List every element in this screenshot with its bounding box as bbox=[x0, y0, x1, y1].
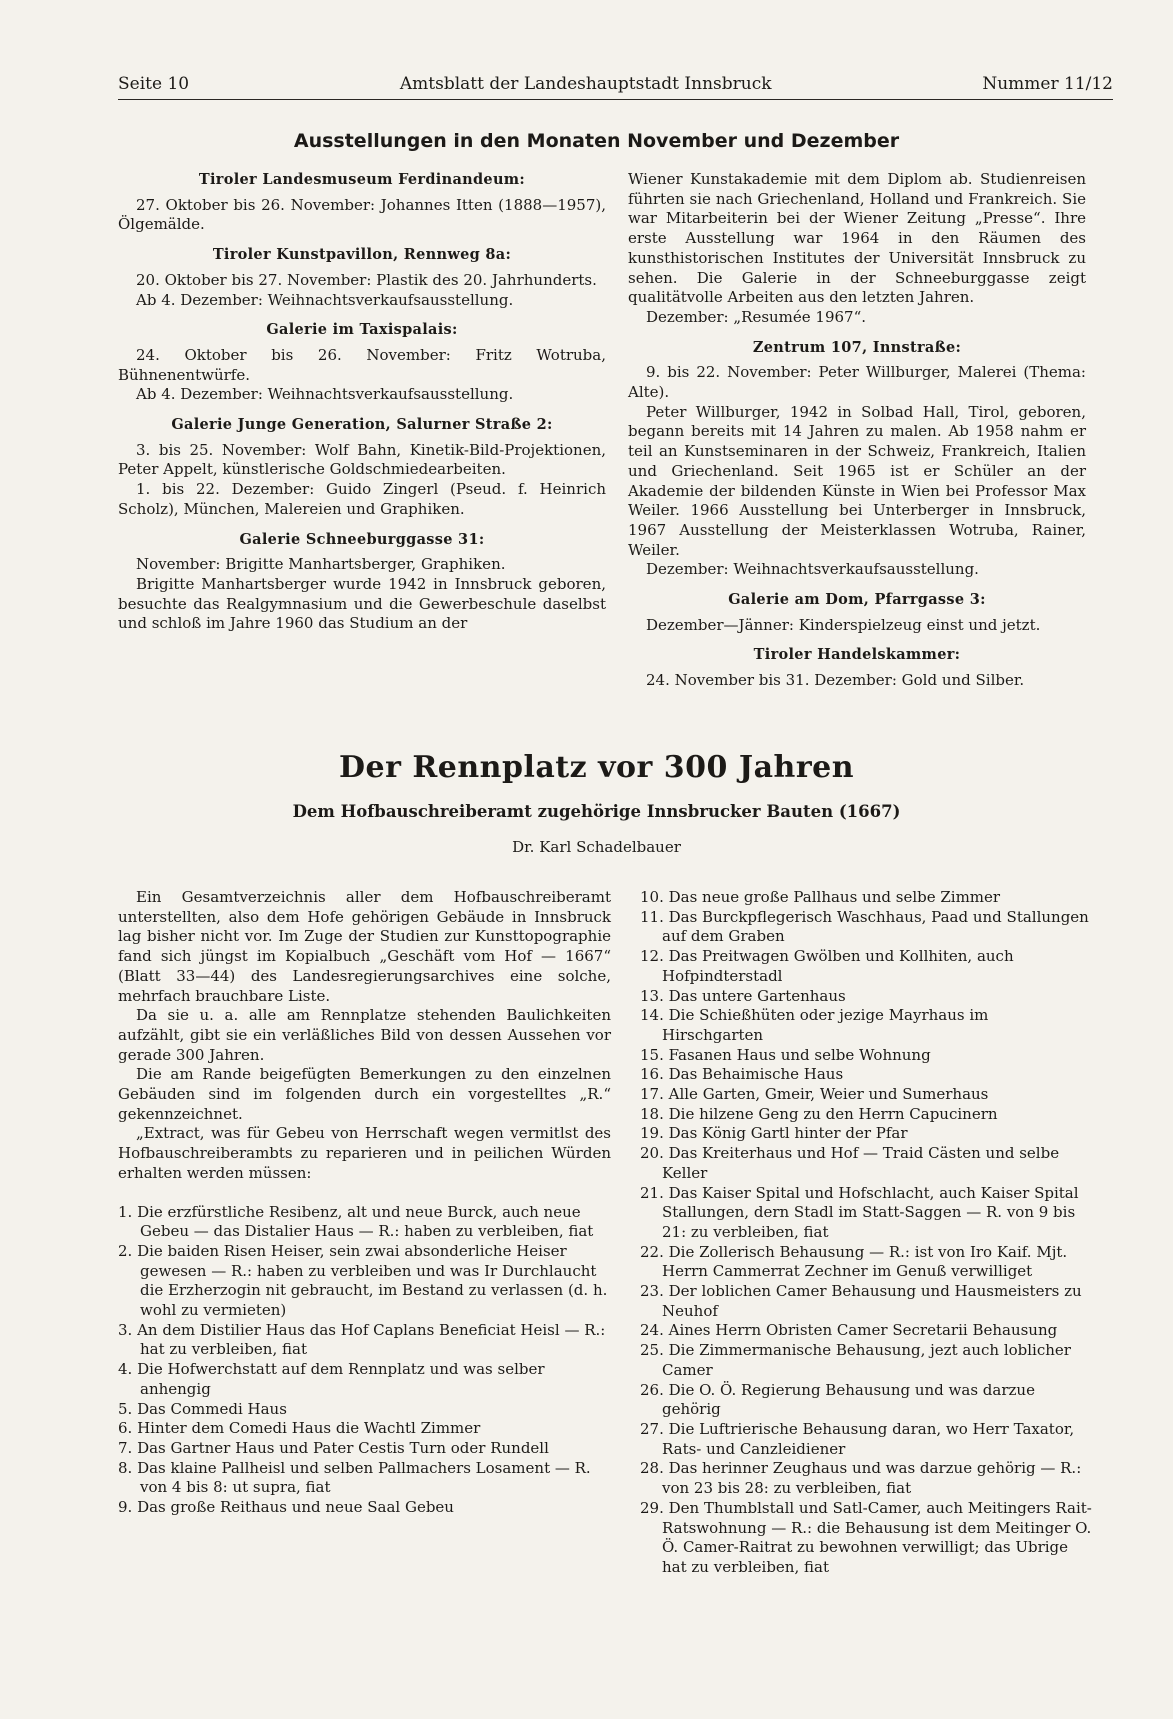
list-item: 25. Die Zimmermanische Behausung, jezt auch loblicher Camer bbox=[640, 1341, 1071, 1379]
venue-entry: Dezember: Weihnachtsverkaufsausstellung. bbox=[646, 560, 979, 579]
venue-heading: Tiroler Handelskammer: bbox=[753, 646, 961, 664]
list-item: 23. Der loblichen Camer Behausung und Hausmeisters zu Neuhof bbox=[640, 1282, 1082, 1320]
article-subtitle: Dem Hofbauschreiberamt zugehörige Innsbrucker Bauten (1667) bbox=[292, 802, 901, 821]
publication-title: Amtsblatt der Landeshauptstadt Innsbruck bbox=[399, 74, 772, 94]
page-number: Seite 10 bbox=[118, 74, 190, 94]
list-item: 1. Die erzfürstliche Resibenz, alt und neue Burck, auch neue Gebeu — das Distalier Haus — R.: haben zu verbleiben, fiat bbox=[118, 1202, 594, 1241]
list-item: 26. Die O. Ö. Regierung Behausung und was darzue gehörig bbox=[640, 1380, 1035, 1419]
list-item: 7. Das Gartner Haus und Pater Cestis Turn oder Rundell bbox=[118, 1438, 549, 1457]
venue-heading: Galerie im Taxispalais: bbox=[266, 321, 458, 339]
venue-entry: Ab 4. Dezember: Weihnachtsverkaufsausstellung. bbox=[136, 385, 514, 404]
venue-heading: Zentrum 107, Innstraße: bbox=[752, 338, 962, 356]
venue-entry: 27. Oktober bis 26. November: Johannes Itten (1888—1957), Ölgemälde. bbox=[118, 195, 606, 234]
article-title: Der Rennplatz vor 300 Jahren bbox=[338, 750, 855, 785]
list-item: 2. Die baiden Risen Heiser, sein zwai absonderliche Heiser gewesen — R.: haben zu verbleiben und was Ir Durchlaucht die Erzherzogin nit gebraucht, im Bestand zu verlassen (d. h. wohl zu vermieten) bbox=[118, 1241, 608, 1320]
exhibitions-title: Ausstellungen in den Monaten November und Dezember bbox=[293, 130, 900, 152]
venue-entry: November: Brigitte Manhartsberger, Graphiken. bbox=[136, 555, 506, 574]
list-item: 19. Das König Gartl hinter der Pfar bbox=[640, 1124, 908, 1143]
article-paragraph: Die am Rande beigefügten Bemerkungen zu den einzelnen Gebäuden sind im folgenden durch ein vorgestelltes „R.“ gekennzeichnet. bbox=[118, 1065, 611, 1123]
exhibitions-right-column bbox=[628, 170, 1086, 691]
venue-entry: 3. bis 25. November: Wolf Bahn, Kinetik-Bild-Projektionen, Peter Appelt, künstlerische Goldschmiedearbeiten. bbox=[118, 440, 606, 479]
list-item: 4. Die Hofwerchstatt auf dem Rennplatz und was selber anhengig bbox=[118, 1360, 545, 1398]
venue-heading: Galerie Schneeburggasse 31: bbox=[239, 530, 485, 548]
venue-heading: Galerie Junge Generation, Salurner Straße 2: bbox=[171, 416, 553, 434]
venue-entry: 1. bis 22. Dezember: Guido Zingerl (Pseud. f. Heinrich Scholz), München, Malereien und Graphiken. bbox=[118, 480, 606, 518]
article-paragraph: Ein Gesamtverzeichnis aller dem Hofbauschreiberamt unterstellten, also dem Hofe gehörigen Gebäude in Innsbruck lag bisher nicht vor. Im Zuge der Studien zur Kunsttopographie fand sich jüngst im Kopialbuch „Geschäft vom Hof — 1667“ (Blatt 33—44) des Landesregierungsarchives eine solche, mehrfach brauchbare Liste. bbox=[118, 888, 611, 1005]
venue-heading: Tiroler Landesmuseum Ferdinandeum: bbox=[198, 171, 526, 188]
article-right-column bbox=[640, 888, 1092, 1578]
list-item: 5. Das Commedi Haus bbox=[118, 1399, 287, 1418]
venue-entry: Peter Willburger, 1942 in Solbad Hall, Tirol, geboren, begann bereits mit 14 Jahren zu malen. Ab 1958 nahm er teil an Kunstseminaren in der Schweiz, Frankreich, Italien und Griechenland. Seit 1965 ist er Schüler an der Akademie der bildenden Künste in Wien bei Professor Max Weiler. 1966 Ausstellung bei Unterberger in Innsbruck, 1967 Ausstellung der Meisterklassen Wotruba, Rainer, Weiler. bbox=[628, 402, 1086, 559]
venue-entry: 20. Oktober bis 27. November: Plastik des 20. Jahrhunderts. bbox=[136, 270, 597, 289]
list-item: 18. Die hilzene Geng zu den Herrn Capucinern bbox=[640, 1104, 998, 1123]
venue-entry: 9. bis 22. November: Peter Willburger, Malerei (Thema: Alte). bbox=[628, 363, 1086, 402]
list-item: 9. Das große Reithaus und neue Saal Gebeu bbox=[118, 1498, 454, 1517]
venue-entry: 24. Oktober bis 26. November: Fritz Wotruba, Bühnenentwürfe. bbox=[118, 345, 606, 384]
list-item: 24. Aines Herrn Obristen Camer Secretarii Behausung bbox=[640, 1321, 1058, 1340]
list-item: 12. Das Preitwagen Gwölben und Kollhiten, auch Hofpindterstadl bbox=[640, 947, 1014, 985]
list-item: 11. Das Burckpflegerisch Waschhaus, Paad und Stallungen auf dem Graben bbox=[640, 907, 1089, 946]
venue-entry: Brigitte Manhartsberger wurde 1942 in Innsbruck geboren, besuchte das Realgymnasium und die Gewerbeschule daselbst und schloß im Jahre 1960 das Studium an der bbox=[118, 574, 606, 633]
article-paragraph: Da sie u. a. alle am Rennplatze stehenden Baulichkeiten aufzählt, gibt sie ein verläßliches Bild von dessen Aussehen vor gerade 300 Jahren. bbox=[118, 1006, 611, 1064]
building-list-right bbox=[640, 888, 1092, 1578]
list-item: 17. Alle Garten, Gmeir, Weier und Sumerhaus bbox=[640, 1085, 989, 1104]
venue-heading: Galerie am Dom, Pfarrgasse 3: bbox=[728, 591, 986, 609]
list-item: 28. Das herinner Zeughaus und was darzue gehörig — R.: von 23 bis 28: zu verbleiben, fiat bbox=[640, 1459, 1082, 1498]
continued-text: Wiener Kunstakademie mit dem Diplom ab. Studienreisen führten sie nach Griechenland, Holland und Frankreich. Sie war Mitarbeiterin bei der Wiener Zeitung „Presse“. Ihre erste Ausstellung war 1964 in den Räumen des kunsthistorischen Institutes der Universität Innsbruck zu sehen. Die Galerie in der Schneeburggasse zeigt qualitätvolle Arbeiten aus den letzten Jahren. bbox=[628, 170, 1086, 307]
issue-number: Nummer 11/12 bbox=[982, 74, 1113, 94]
list-item: 22. Die Zollerisch Behausung — R.: ist von Iro Kaif. Mjt. Herrn Cammerrat Zechner im Genuß verwilliget bbox=[640, 1242, 1068, 1281]
list-item: 16. Das Behaimische Haus bbox=[640, 1065, 844, 1084]
list-item: 29. Den Thumblstall und Satl-Camer, auch Meitingers Rait-Ratswohnung — R.: die Behausung ist dem Meitinger O. Ö. Camer-Raitrat zu bewohnen verwilligt; das Ubrige hat zu verbleiben, fiat bbox=[640, 1498, 1092, 1576]
article-author: Dr. Karl Schadelbauer bbox=[512, 838, 681, 856]
exhibitions-left-column bbox=[118, 170, 606, 634]
list-item: 10. Das neue große Pallhaus und selbe Zimmer bbox=[640, 888, 1001, 906]
list-item: 20. Das Kreiterhaus und Hof — Traid Cästen und selbe Keller bbox=[640, 1144, 1060, 1182]
venue-entry: 24. November bis 31. Dezember: Gold und Silber. bbox=[646, 671, 1025, 690]
venue-entry: Ab 4. Dezember: Weihnachtsverkaufsausstellung. bbox=[136, 290, 514, 309]
venue-entry: Dezember—Jänner: Kinderspielzeug einst und jetzt. bbox=[646, 615, 1041, 634]
list-item: 27. Die Luftrierische Behausung daran, wo Herr Taxator, Rats- und Canzleidiener bbox=[640, 1419, 1075, 1458]
continued-text: Dezember: „Resumée 1967“. bbox=[646, 307, 867, 326]
list-item: 8. Das klaine Pallheisl und selben Pallmachers Losament — R. von 4 bis 8: ut supra, fiat bbox=[118, 1458, 591, 1497]
list-item: 13. Das untere Gartenhaus bbox=[640, 986, 846, 1005]
list-item: 6. Hinter dem Comedi Haus die Wachtl Zimmer bbox=[118, 1419, 481, 1438]
building-list-left bbox=[118, 1203, 611, 1518]
venue-heading: Tiroler Kunstpavillon, Rennweg 8a: bbox=[212, 246, 512, 264]
list-item: 14. Die Schießhüten oder jezige Mayrhaus im Hirschgarten bbox=[640, 1006, 989, 1044]
page-header bbox=[118, 74, 1113, 100]
list-item: 21. Das Kaiser Spital und Hofschlacht, auch Kaiser Spital Stallungen, dern Stadl im Statt-Saggen — R. von 9 bis 21: zu verbleiben, fiat bbox=[640, 1183, 1079, 1241]
article-left-column bbox=[118, 888, 611, 1518]
list-item: 3. An dem Distilier Haus das Hof Caplans Beneficiat Heisl — R.: hat zu verbleiben, fiat bbox=[118, 1320, 606, 1359]
list-item: 15. Fasanen Haus und selbe Wohnung bbox=[640, 1045, 931, 1064]
article-paragraph: „Extract, was für Gebeu von Herrschaft wegen vermitlst des Hofbauschreiberambts zu reparieren und in peilichen Würden erhalten werden müssen: bbox=[118, 1124, 611, 1182]
